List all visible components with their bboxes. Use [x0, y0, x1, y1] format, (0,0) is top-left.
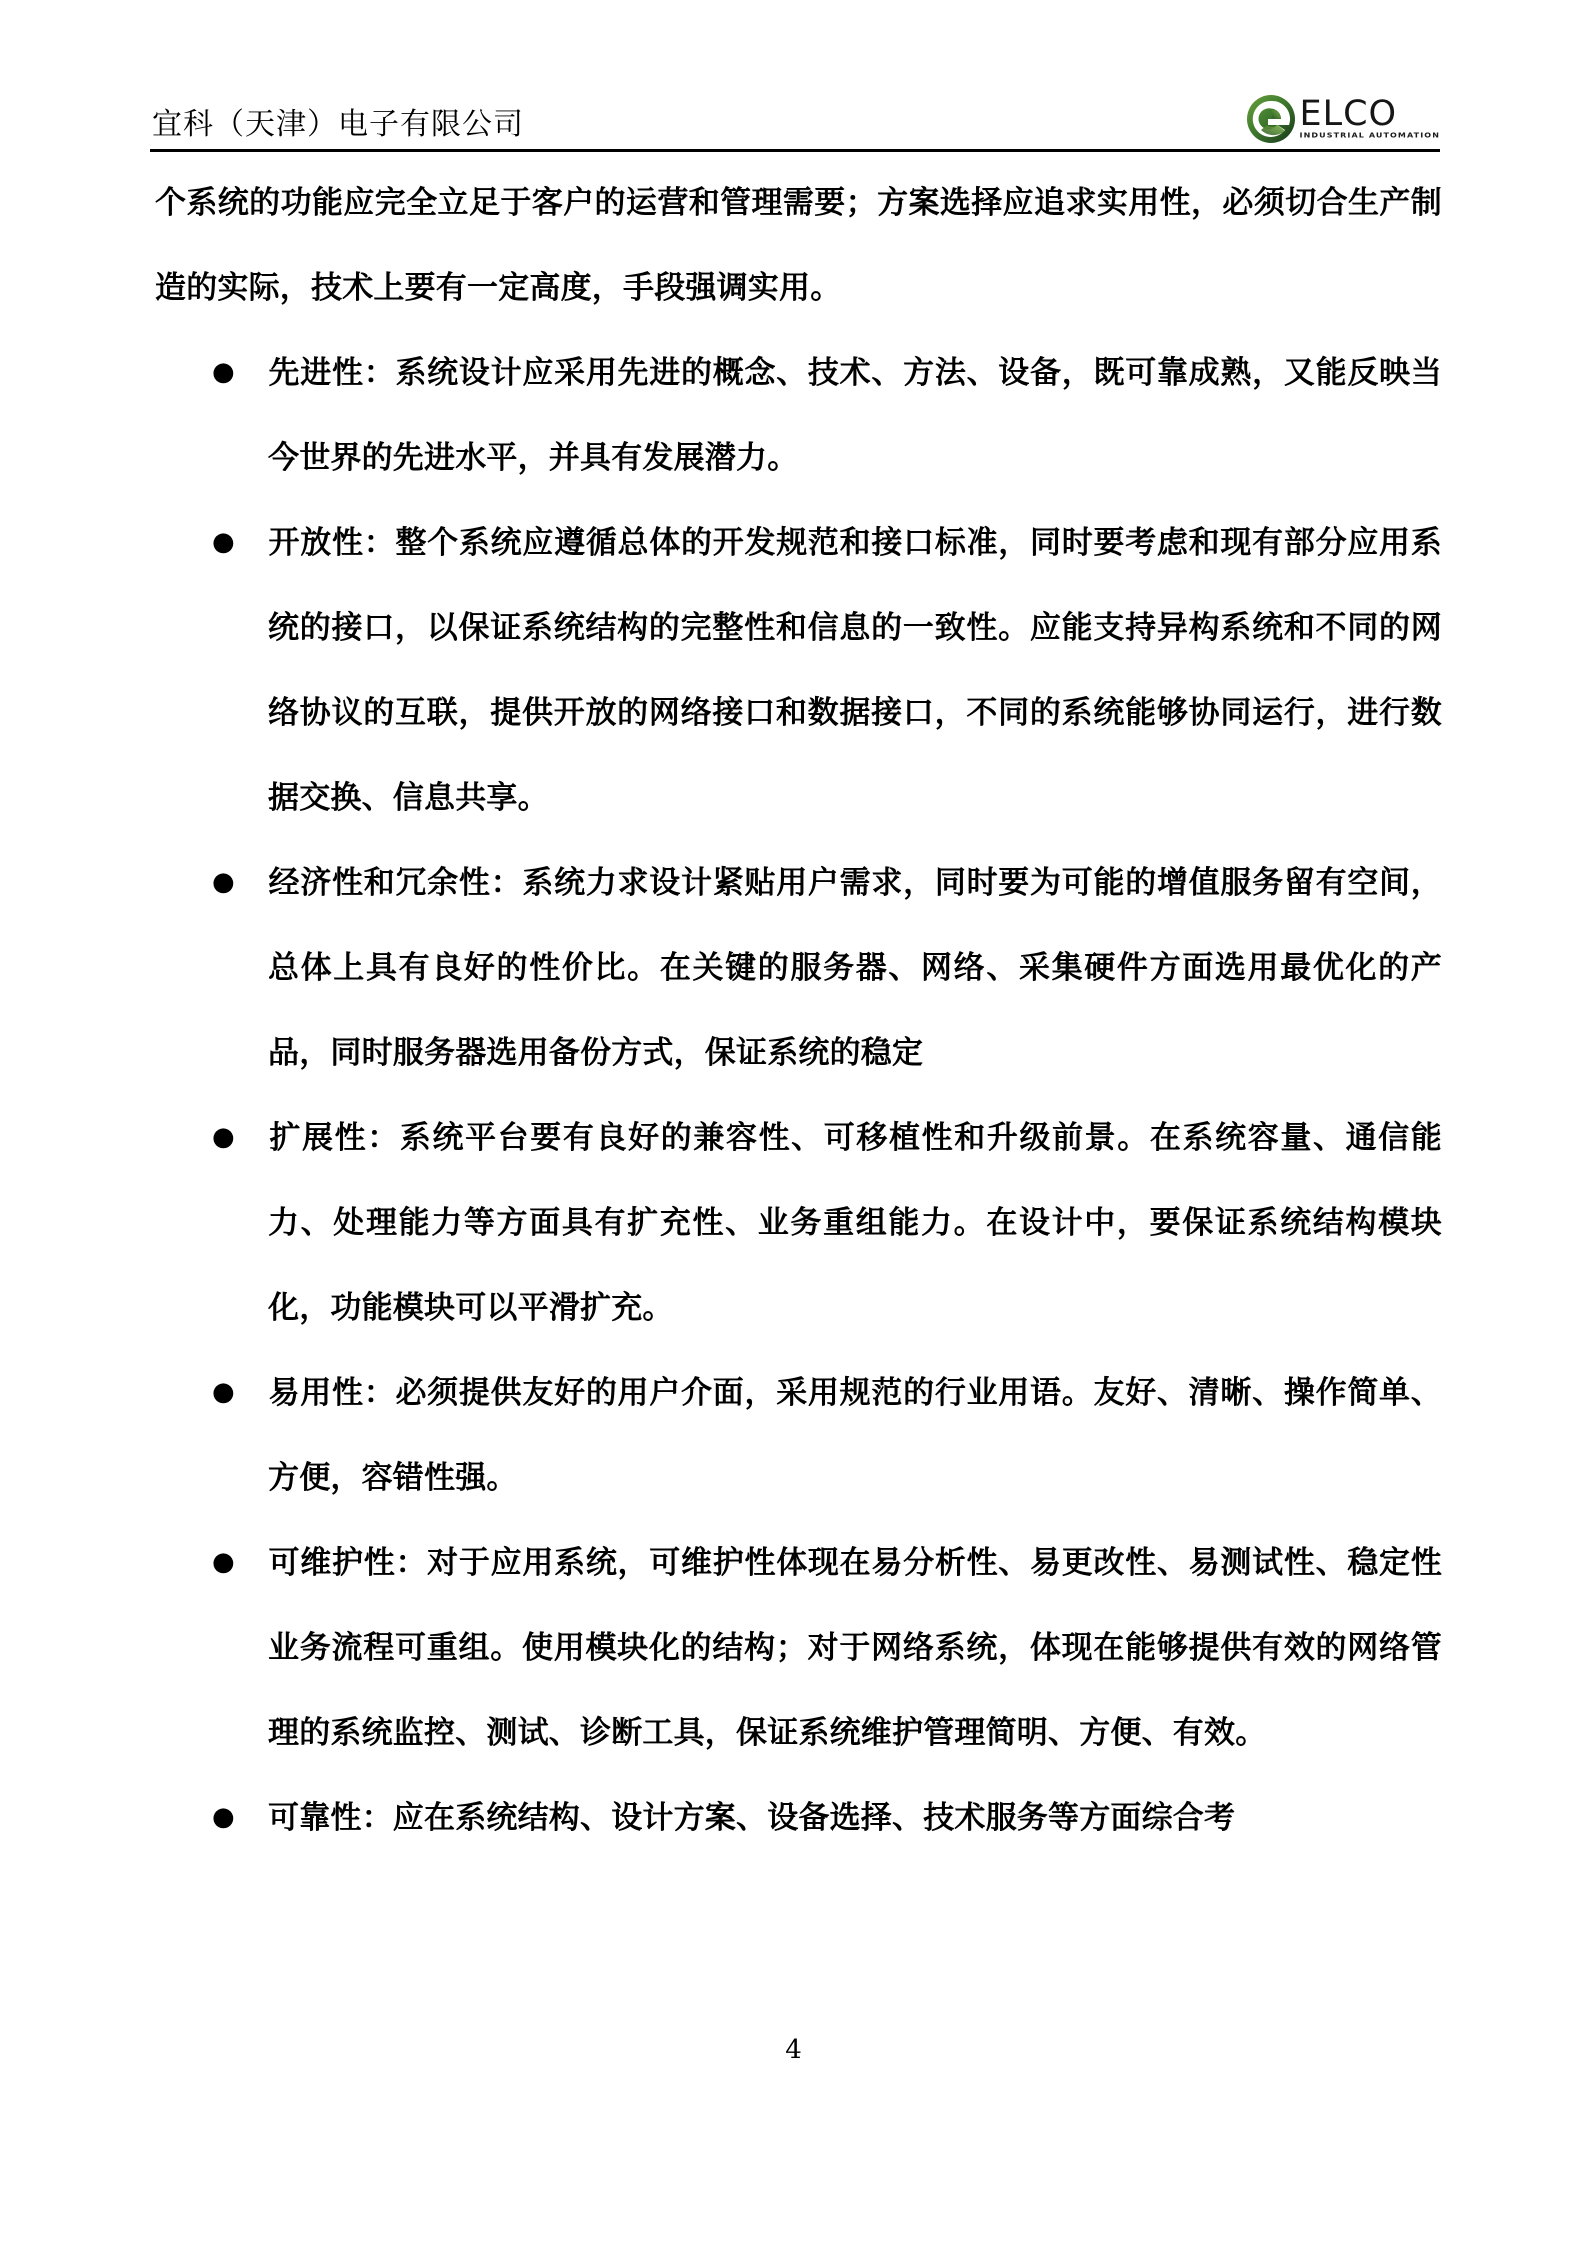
bullet-marker-icon: ●: [212, 1122, 235, 1152]
header-inner: [150, 62, 1440, 146]
bullet-marker-icon: ●: [212, 357, 235, 387]
page-footer: [0, 2035, 1587, 2065]
document-body: [155, 160, 1442, 1860]
bullet-marker-icon: ●: [212, 867, 235, 897]
bullet-text: 扩展性：系统平台要有良好的兼容性、可移植性和升级前景。在系统容量、通信能力、处理能力等方面具有扩充性、业务重组能力。在设计中，要保证系统结构模块化，功能模块可以平滑扩充。: [268, 1120, 1442, 1325]
bullet-item-advancedness: [155, 330, 1442, 500]
bullet-text: 可维护性：对于应用系统，可维护性体现在易分析性、易更改性、易测试性、稳定性业务流程可重组。使用模块化的结构；对于网络系统，体现在能够提供有效的网络管理的系统监控、测试、诊断工具，保证系统维护管理简明、方便、有效。: [268, 1545, 1442, 1750]
bullet-item-openness: [155, 500, 1442, 840]
page-number: 4: [785, 2035, 802, 2065]
bullet-text: 可靠性：应在系统结构、设计方案、设备选择、技术服务等方面综合考: [268, 1800, 1236, 1835]
bullet-item-reliability: [155, 1775, 1442, 1860]
bullet-text: 开放性：整个系统应遵循总体的开发规范和接口标准，同时要考虑和现有部分应用系统的接口，以保证系统结构的完整性和信息的一致性。应能支持异构系统和不同的网络协议的互联，提供开放的网络接口和数据接口，不同的系统能够协同运行，进行数据交换、信息共享。: [268, 525, 1442, 815]
bullet-item-maintainability: [155, 1520, 1442, 1775]
bullet-item-economy-redundancy: [155, 840, 1442, 1095]
bullet-marker-icon: ●: [212, 527, 235, 557]
intro-paragraph: 个系统的功能应完全立足于客户的运营和管理需要；方案选择应追求实用性，必须切合生产制造的实际，技术上要有一定高度，手段强调实用。: [155, 185, 1442, 305]
bullet-item-extensibility: [155, 1095, 1442, 1350]
bullet-item-usability: [155, 1350, 1442, 1520]
bullet-marker-icon: ●: [212, 1802, 235, 1832]
bullet-marker-icon: ●: [212, 1547, 235, 1577]
bullet-text: 易用性：必须提供友好的用户介面，采用规范的行业用语。友好、清晰、操作简单、方便，容错性强。: [268, 1375, 1442, 1495]
header-divider-rule: [150, 149, 1440, 152]
bullet-text: 先进性：系统设计应采用先进的概念、技术、方法、设备，既可靠成熟，又能反映当今世界的先进水平，并具有发展潜力。: [268, 355, 1442, 475]
elco-circle-e-icon: [1246, 94, 1296, 144]
page-header: [150, 62, 1440, 148]
bullet-text: 经济性和冗余性：系统力求设计紧贴用户需求，同时要为可能的增值服务留有空间，总体上具有良好的性价比。在关键的服务器、网络、采集硬件方面选用最优化的产品，同时服务器选用备份方式，保证系统的稳定: [268, 865, 1442, 1070]
elco-logo: [1246, 86, 1441, 144]
header-company-name: 宜科（天津）电子有限公司: [152, 107, 524, 142]
logo-text-group: [1299, 94, 1441, 144]
logo-wordmark: ELCO: [1299, 94, 1398, 134]
bullet-marker-icon: ●: [212, 1377, 235, 1407]
logo-tagline: INDUSTRIAL AUTOMATION: [1299, 131, 1440, 140]
